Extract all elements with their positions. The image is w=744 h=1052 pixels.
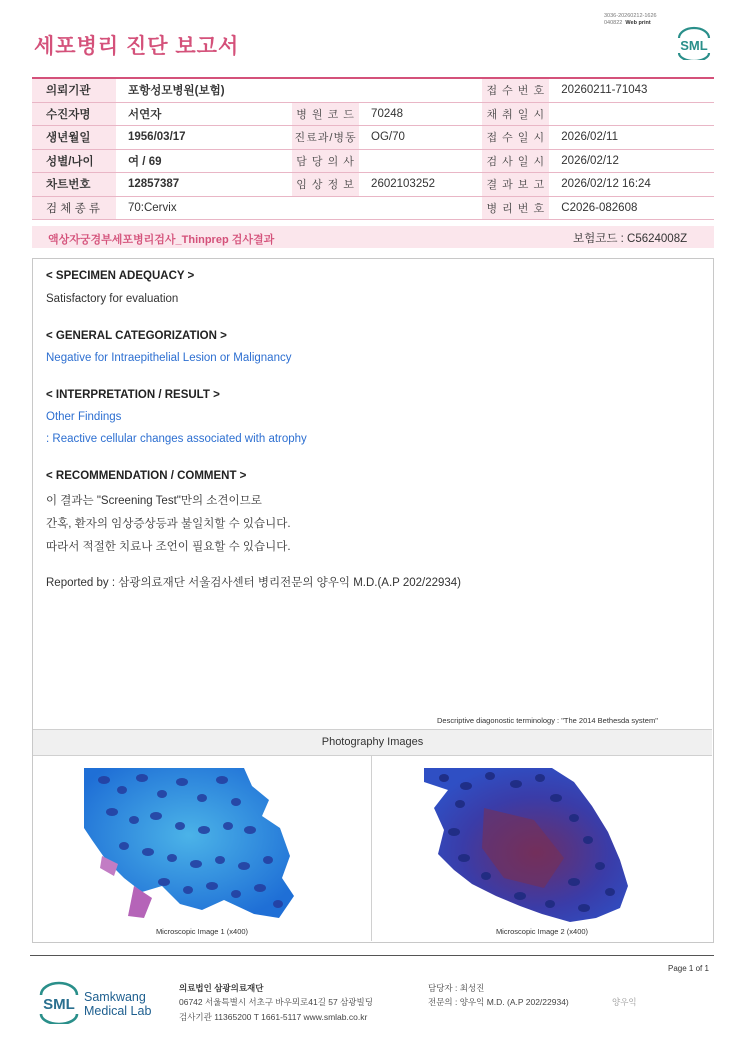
- info-label: 차트번호: [32, 173, 116, 197]
- info-label: 수진자명: [32, 102, 116, 126]
- info-value: [359, 149, 482, 173]
- info-value: [359, 78, 482, 102]
- footer-logo-samkwang: Samkwang: [84, 990, 146, 1004]
- footer-logo-medical-lab: Medical Lab: [84, 1004, 152, 1018]
- print-meta-line2: [604, 20, 657, 27]
- recommendation-line3: 따라서 적절한 치료나 조언이 필요할 수 있습니다.: [46, 541, 291, 553]
- image-caption-2: Microscopic Image 2 (x400): [495, 927, 589, 936]
- sml-logo-text: SML: [680, 38, 708, 53]
- print-meta: [604, 13, 657, 27]
- info-value: 여 / 69: [116, 149, 292, 173]
- info-label: 임 상 정 보: [292, 173, 359, 197]
- info-row: [32, 173, 714, 197]
- recommendation-heading: < RECOMMENDATION / COMMENT >: [46, 470, 247, 482]
- web-print-label: Web print: [625, 20, 651, 26]
- interpretation-heading: < INTERPRETATION / RESULT >: [46, 389, 220, 401]
- footer-divider: [30, 955, 714, 956]
- info-value: C2026-082608: [549, 196, 714, 220]
- info-value: 2026/02/12: [549, 149, 714, 173]
- general-categorization-text: Negative for Intraepithelial Lesion or Malignancy: [46, 352, 292, 364]
- info-label: 접 수 일 시: [482, 126, 549, 150]
- info-label: 결 과 보 고: [482, 173, 549, 197]
- footer-address: 06742 서울특별시 서초구 바우뫼로41길 57 삼광빌딩: [179, 997, 373, 1007]
- footer-logo-text: SML: [43, 996, 75, 1013]
- info-value: OG/70: [359, 126, 482, 150]
- info-label: 진료과/병동: [292, 126, 359, 150]
- interpretation-line1: Other Findings: [46, 411, 122, 423]
- info-row: [32, 78, 714, 102]
- footer-manager: 담당자 : 최성진: [428, 983, 485, 993]
- info-row: [32, 196, 714, 220]
- info-value: 2026/02/12 16:24: [549, 173, 714, 197]
- recommendation-line2: 간혹, 환자의 임상증상등과 불일치할 수 있습니다.: [46, 518, 291, 530]
- footer-doctor: 전문의 : 양우익 M.D. (A.P 202/22934): [428, 997, 569, 1007]
- info-label: 검 체 종 류: [32, 196, 116, 220]
- microscopic-image-2: [424, 768, 630, 922]
- info-value: 1956/03/17: [116, 126, 292, 150]
- info-value: [549, 102, 714, 126]
- info-value: 70:Cervix: [116, 196, 292, 220]
- info-label: 생년월일: [32, 126, 116, 150]
- doctor-signature: 양우익: [612, 998, 637, 1008]
- specimen-adequacy-heading: < SPECIMEN ADEQUACY >: [46, 270, 195, 282]
- info-value: 2026/02/11: [549, 126, 714, 150]
- photography-header: Photography Images: [321, 736, 424, 748]
- general-categorization-heading: < GENERAL CATEGORIZATION >: [46, 330, 227, 342]
- footer-license: 검사기관 11365200 T 1661-5117 www.smlab.co.kr: [179, 1012, 368, 1022]
- sml-logo-top: [674, 26, 714, 60]
- info-label: 성별/나이: [32, 149, 116, 173]
- info-label: 접 수 번 호: [482, 78, 549, 102]
- info-label: [292, 78, 359, 102]
- print-meta-code: 040822: [604, 20, 623, 26]
- sml-logo-footer: [36, 980, 82, 1024]
- info-value: 서연자: [116, 102, 292, 126]
- info-row: [32, 102, 714, 126]
- info-value: [359, 196, 482, 220]
- page-number: Page 1 of 1: [668, 964, 709, 973]
- info-label: 담 당 의 사: [292, 149, 359, 173]
- reported-by: Reported by : 삼광의료재단 서울검사센터 병리전문의 양우익 M.D.(A.P 202/22934): [46, 577, 462, 589]
- info-label: 채 취 일 시: [482, 102, 549, 126]
- bethesda-note: Descriptive diagonostic terminology : "The 2014 Bethesda system": [437, 716, 658, 725]
- info-label: 의뢰기관: [32, 78, 116, 102]
- specimen-adequacy-text: Satisfactory for evaluation: [46, 293, 179, 305]
- info-value: 2602103252: [359, 173, 482, 197]
- report-title: 세포병리 진단 보고서: [34, 35, 240, 58]
- photo-divider: [371, 755, 372, 941]
- print-meta-id: 3036-20260212-1626: [604, 13, 657, 19]
- info-row: [32, 126, 714, 150]
- patient-info-table: [32, 77, 714, 220]
- info-row: [32, 149, 714, 173]
- recommendation-line1: 이 결과는 "Screening Test"만의 소견이므로: [46, 495, 262, 507]
- insurance-code: 보험코드 : C5624008Z: [573, 233, 688, 245]
- info-label: [292, 196, 359, 220]
- info-label: 병 원 코 드: [292, 102, 359, 126]
- footer-org-name: 의료법인 삼광의료재단: [179, 983, 264, 993]
- info-label: 병 리 번 호: [482, 196, 549, 220]
- info-label: 검 사 일 시: [482, 149, 549, 173]
- interpretation-line2: : Reactive cellular changes associated with atrophy: [46, 433, 307, 445]
- exam-title: 액상자궁경부세포병리검사_Thinprep 검사결과: [48, 234, 275, 246]
- info-value: 20260211-71043: [549, 78, 714, 102]
- info-value: 12857387: [116, 173, 292, 197]
- microscopic-image-1: [84, 768, 296, 922]
- info-value: 포항성모병원(보험): [116, 78, 292, 102]
- image-caption-1: Microscopic Image 1 (x400): [155, 927, 249, 936]
- info-value: 70248: [359, 102, 482, 126]
